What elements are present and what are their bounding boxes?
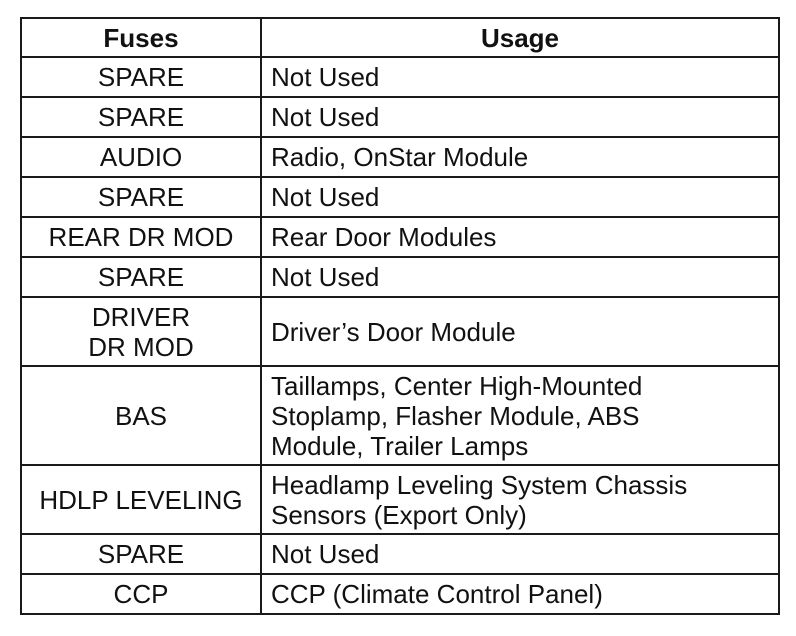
table-row	[21, 57, 779, 97]
table-row	[21, 366, 779, 465]
usage-cell	[261, 465, 779, 534]
table-row	[21, 177, 779, 217]
fuse-cell: REAR DR MOD	[21, 217, 261, 257]
usage-cell	[261, 297, 779, 366]
table-row	[21, 465, 779, 534]
header-row	[21, 18, 779, 57]
usage-cell	[261, 366, 779, 465]
usage-line: Module, Trailer Lamps	[271, 430, 529, 461]
table-row	[21, 137, 779, 177]
usage-line: Not Used	[271, 182, 380, 212]
usage-line: Not Used	[271, 102, 380, 132]
usage-line: Headlamp Leveling System Chassis	[271, 469, 688, 500]
usage-line: Stoplamp, Flasher Module, ABS	[271, 400, 640, 431]
table-row	[21, 297, 779, 366]
table-row	[21, 257, 779, 297]
usage-line: Not Used	[271, 62, 380, 92]
fuses-column-header: Fuses	[21, 18, 261, 57]
fuse-cell: AUDIO	[21, 137, 261, 177]
fuse-cell: SPARE	[21, 534, 261, 574]
usage-line: CCP (Climate Control Panel)	[271, 579, 603, 609]
fuse-usage-table	[20, 17, 780, 615]
fuse-cell: BAS	[21, 366, 261, 465]
usage-cell	[261, 217, 779, 257]
usage-line: Not Used	[271, 539, 380, 569]
fuse-cell: CCP	[21, 574, 261, 614]
usage-line: Radio, OnStar Module	[271, 142, 529, 172]
fuse-cell: SPARE	[21, 97, 261, 137]
table-row	[21, 97, 779, 137]
usage-cell	[261, 257, 779, 297]
table-row	[21, 574, 779, 614]
usage-column-header: Usage	[261, 18, 779, 57]
fuse-cell: HDLP LEVELING	[21, 465, 261, 534]
usage-cell	[261, 97, 779, 137]
fuse-cell: SPARE	[21, 57, 261, 97]
usage-line: Rear Door Modules	[271, 222, 497, 252]
usage-line: Sensors (Export Only)	[271, 499, 527, 530]
fuse-cell: SPARE	[21, 177, 261, 217]
fuse-cell: SPARE	[21, 257, 261, 297]
usage-cell	[261, 137, 779, 177]
usage-cell	[261, 57, 779, 97]
fuse-cell: DRIVER DR MOD	[21, 297, 261, 366]
usage-cell	[261, 177, 779, 217]
usage-cell	[261, 534, 779, 574]
table-row	[21, 534, 779, 574]
usage-cell	[261, 574, 779, 614]
usage-line: Driver’s Door Module	[271, 316, 516, 347]
usage-line: Taillamps, Center High-Mounted	[271, 370, 643, 401]
usage-line: Not Used	[271, 262, 380, 292]
table-row	[21, 217, 779, 257]
